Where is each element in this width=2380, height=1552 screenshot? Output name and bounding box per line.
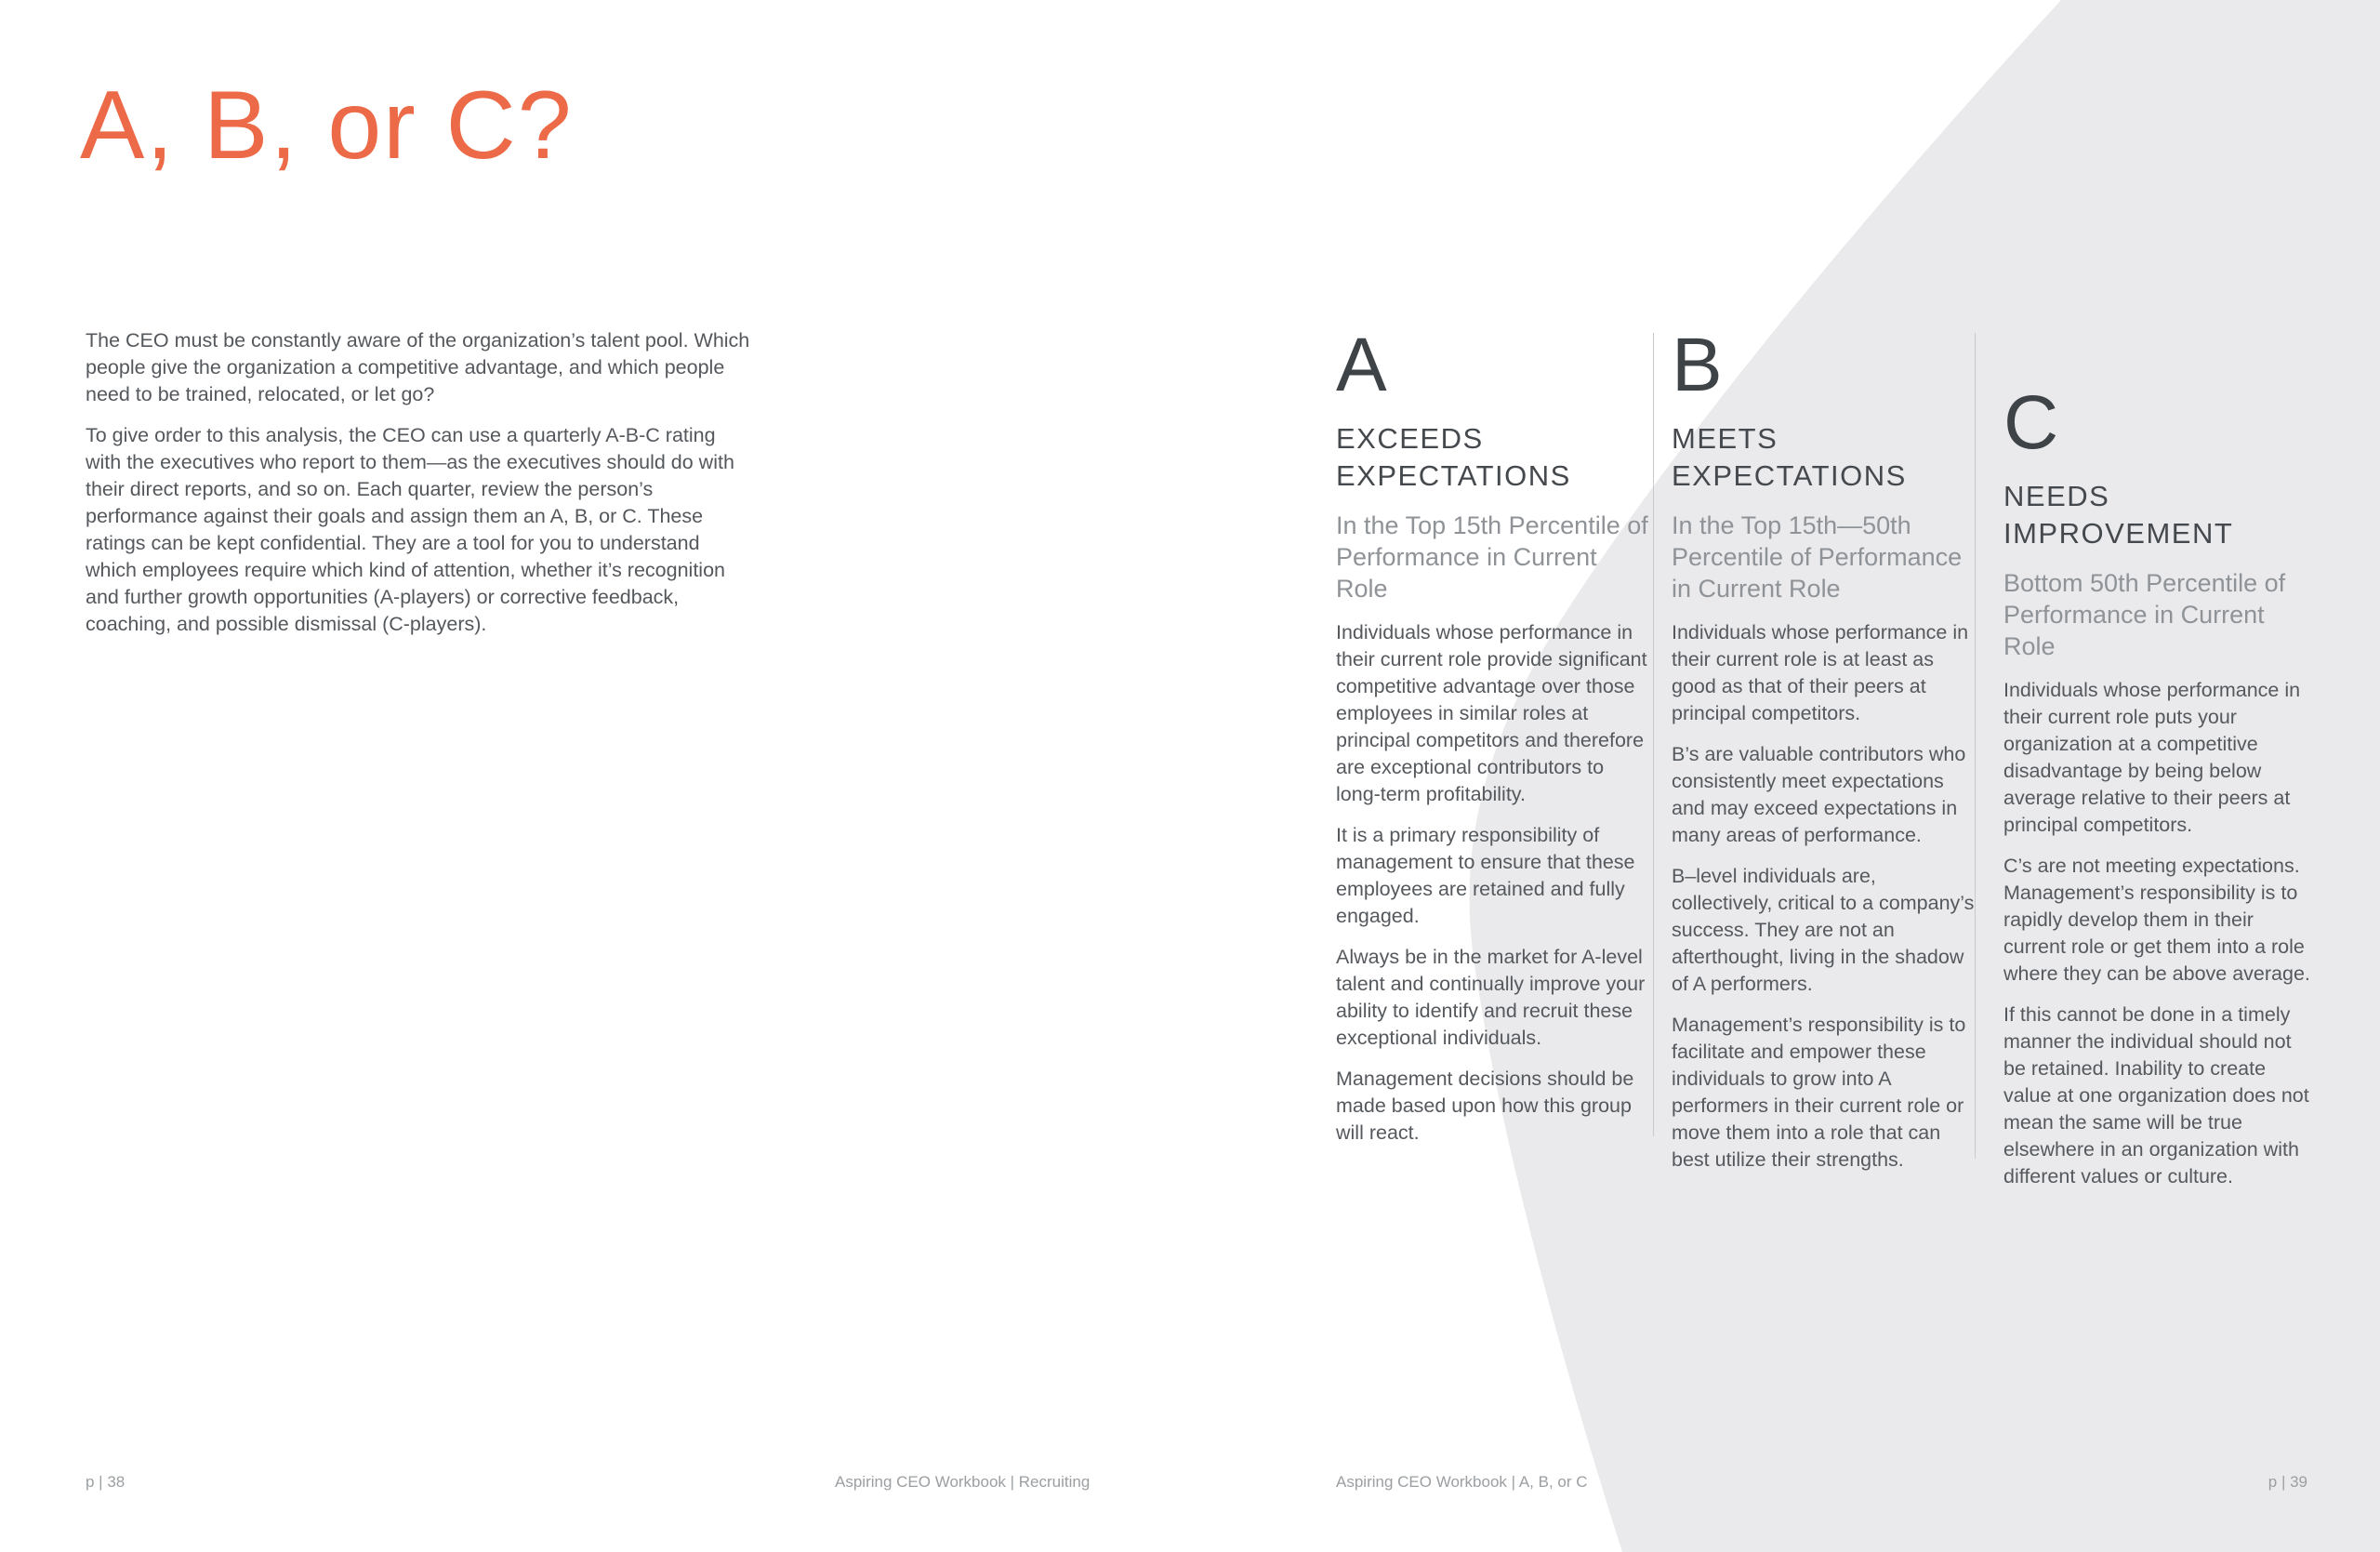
column-paragraph: B–level individuals are, collectively, critical to a company’s success. They are not an afterthought, living in the shadow of A performers.	[1672, 865, 1975, 996]
column-paragraph: Always be in the market for A-level talent and continually improve your ability to identify and recruit these exceptional individuals.	[1336, 946, 1646, 1050]
column-a-body	[1336, 619, 1650, 1147]
column-a-heading: EXCEEDS EXPECTATIONS	[1336, 422, 1571, 493]
column-paragraph: It is a primary responsibility of management to ensure that these employees are retained and fully engaged.	[1336, 824, 1635, 928]
column-paragraph: Individuals whose performance in their current role provide significant competitive advantage over those employees in similar roles at principal competitors and therefore are exceptional contributors to long-term profitability.	[1336, 621, 1647, 806]
column-paragraph: B’s are valuable contributors who consistently meet expectations and may exceed expectations in many areas of performance.	[1672, 743, 1966, 847]
column-paragraph: Individuals whose performance in their current role puts your organization at a competitive disadvantage by being below average relative to their peers at principal competitors.	[2003, 679, 2301, 837]
intro-text	[86, 327, 755, 638]
column-paragraph: C’s are not meeting expectations. Management’s responsibility is to rapidly develop them in their current role or get them into a role where they can be above average.	[2003, 855, 2310, 986]
column-c-letter: C	[2003, 380, 2059, 465]
column-b-letter: B	[1672, 323, 1723, 407]
rating-column-a	[1336, 324, 1650, 1147]
rating-column-b	[1672, 324, 1978, 1174]
column-paragraph: Individuals whose performance in their current role is at least as good as that of their peers at principal competitors.	[1672, 621, 1969, 725]
column-a-subheading: In the Top 15th Percentile of Performance in Current Role	[1336, 511, 1648, 604]
column-b-subheading: In the Top 15th—50th Percentile of Performance in Current Role	[1672, 511, 1963, 604]
column-a-letter: A	[1336, 323, 1387, 407]
column-paragraph: Management decisions should be made based upon how this group will react.	[1336, 1068, 1634, 1145]
column-divider-a-b	[1653, 333, 1654, 1136]
column-b-heading: MEETS EXPECTATIONS	[1672, 422, 1907, 493]
intro-paragraph-1: The CEO must be constantly aware of the organization’s talent pool. Which people give the organization a competitive advantage, and which people need to be trained, relocated, or let go?	[86, 329, 750, 405]
column-b-body	[1672, 619, 1978, 1174]
rating-column-c	[2003, 381, 2316, 1190]
column-paragraph: Management’s responsibility is to facilitate and empower these individuals to grow into A performers in their current role or move them into a role that can best utilize their strengths.	[1672, 1014, 1966, 1172]
page-title: A, B, or C?	[80, 72, 574, 179]
footer-page-number-right: p | 39	[2268, 1473, 2307, 1491]
column-c-subheading: Bottom 50th Percentile of Performance in Current Role	[2003, 569, 2286, 661]
column-c-body	[2003, 677, 2316, 1190]
footer-book-title-right: Aspiring CEO Workbook | A, B, or C	[1336, 1473, 1588, 1491]
intro-paragraph-2: To give order to this analysis, the CEO can use a quarterly A-B-C rating with the executives who report to them—as the executives should do with their direct reports, and so on. Each quarter, review the person’s performance against their goals and assign them an A, B, or C. These ratings can be kept confidential. They are a tool for you to understand which employees require which kind of attention, whether it’s recognition and further growth opportunities (A-players) or corrective feedback, coaching, and possible dismissal (C-players).	[86, 424, 734, 635]
column-paragraph: If this cannot be done in a timely manner the individual should not be retained. Inability to create value at one organization does not mean the same will be true elsewhere in an organization with different values or culture.	[2003, 1003, 2309, 1188]
footer-page-number-left: p | 38	[86, 1473, 126, 1491]
column-c-heading: NEEDS IMPROVEMENT	[2003, 480, 2234, 550]
footer-book-title-left: Aspiring CEO Workbook | Recruiting	[835, 1473, 1091, 1491]
